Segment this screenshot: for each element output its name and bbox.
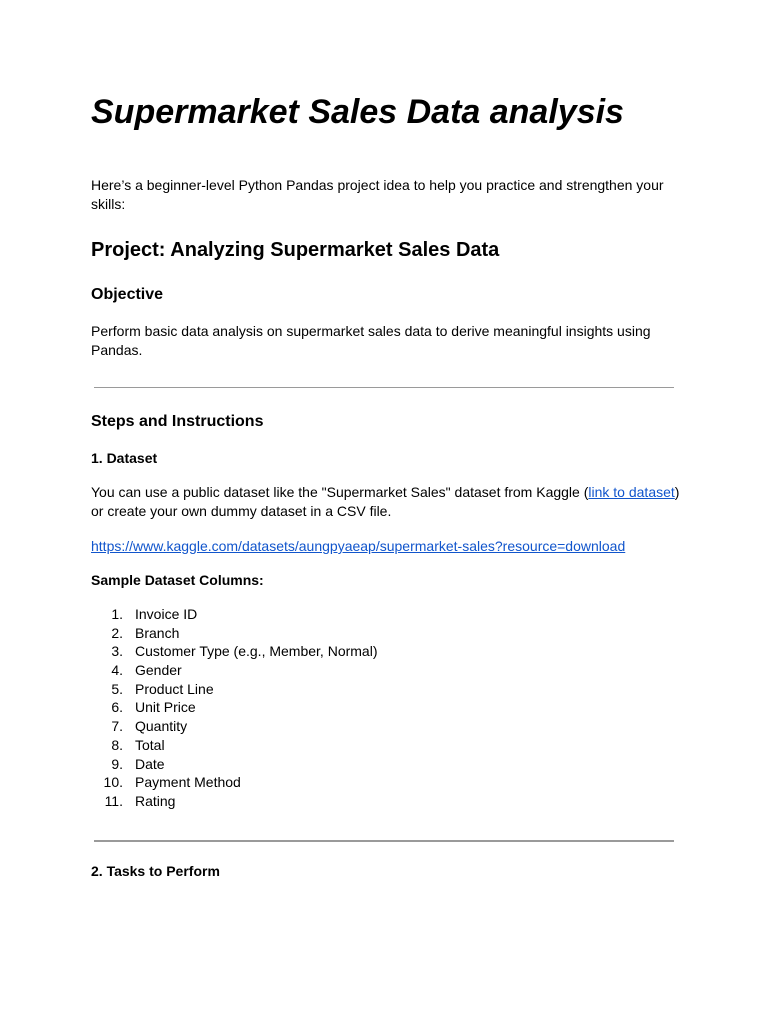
- list-item-number: 3.: [111, 643, 123, 660]
- list-item: [91, 736, 165, 755]
- list-item-number: 2.: [111, 624, 123, 641]
- steps-heading: Steps and Instructions: [91, 413, 264, 430]
- objective-paragraph: Perform basic data analysis on supermarket sales data to derive meaningful insights using Pandas.: [91, 323, 651, 358]
- list-item-label: Payment Method: [135, 774, 241, 791]
- list-item-number: 5.: [111, 680, 123, 697]
- dataset-link[interactable]: link to dataset: [588, 484, 675, 500]
- list-item-number: 8.: [111, 736, 123, 753]
- dataset-url-line: [91, 537, 625, 556]
- objective-heading: Objective: [91, 286, 164, 303]
- section-divider: [94, 840, 674, 842]
- list-item: [91, 717, 188, 736]
- list-item-number: 1.: [111, 606, 123, 622]
- tasks-heading: 2. Tasks to Perform: [91, 863, 220, 879]
- list-item-label: Product Line: [135, 680, 214, 697]
- dataset-paragraph: [91, 483, 681, 521]
- list-item: [91, 755, 165, 774]
- list-item-label: Unit Price: [135, 699, 196, 716]
- list-item-label: Invoice ID: [135, 606, 198, 622]
- dataset-text-before: You can use a public dataset like the "Supermarket Sales" dataset from Kaggle (: [91, 484, 589, 500]
- list-item-label: Customer Type (e.g., Member, Normal): [135, 643, 378, 660]
- list-item-number: 9.: [111, 755, 123, 772]
- section-divider: [94, 387, 674, 388]
- list-item-label: Gender: [135, 662, 182, 679]
- intro-paragraph: Here’s a beginner-level Python Pandas project idea to help you practice and strengthen your skills:: [91, 177, 664, 212]
- dataset-columns-list: [91, 605, 378, 811]
- dataset-text-after: ) or create your own dummy dataset in a CSV file.: [91, 484, 680, 519]
- list-item: [91, 680, 214, 699]
- list-item-number: 4.: [111, 662, 123, 679]
- list-item-number: 7.: [111, 718, 123, 735]
- list-item-number: 10.: [103, 774, 123, 791]
- dataset-url-link[interactable]: https://www.kaggle.com/datasets/aungpyaeap/supermarket-sales?resource=download: [91, 538, 626, 554]
- list-item: [91, 624, 180, 643]
- list-item: [91, 792, 176, 811]
- list-item-label: Total: [135, 736, 165, 753]
- list-item-label: Quantity: [135, 718, 188, 735]
- document-title: Supermarket Sales Data analysis: [91, 93, 624, 131]
- project-heading: Project: Analyzing Supermarket Sales Data: [91, 239, 500, 261]
- list-item-number: 11.: [104, 792, 123, 809]
- list-item: [91, 605, 198, 624]
- list-item: [91, 661, 182, 680]
- dataset-heading: 1. Dataset: [91, 450, 158, 466]
- list-item: [91, 773, 241, 792]
- list-item-label: Date: [135, 755, 165, 772]
- list-item: [91, 642, 378, 661]
- columns-heading: Sample Dataset Columns:: [91, 572, 264, 588]
- list-item-label: Rating: [135, 792, 176, 809]
- list-item-label: Branch: [135, 624, 180, 641]
- list-item-number: 6.: [111, 699, 123, 716]
- list-item: [91, 698, 196, 717]
